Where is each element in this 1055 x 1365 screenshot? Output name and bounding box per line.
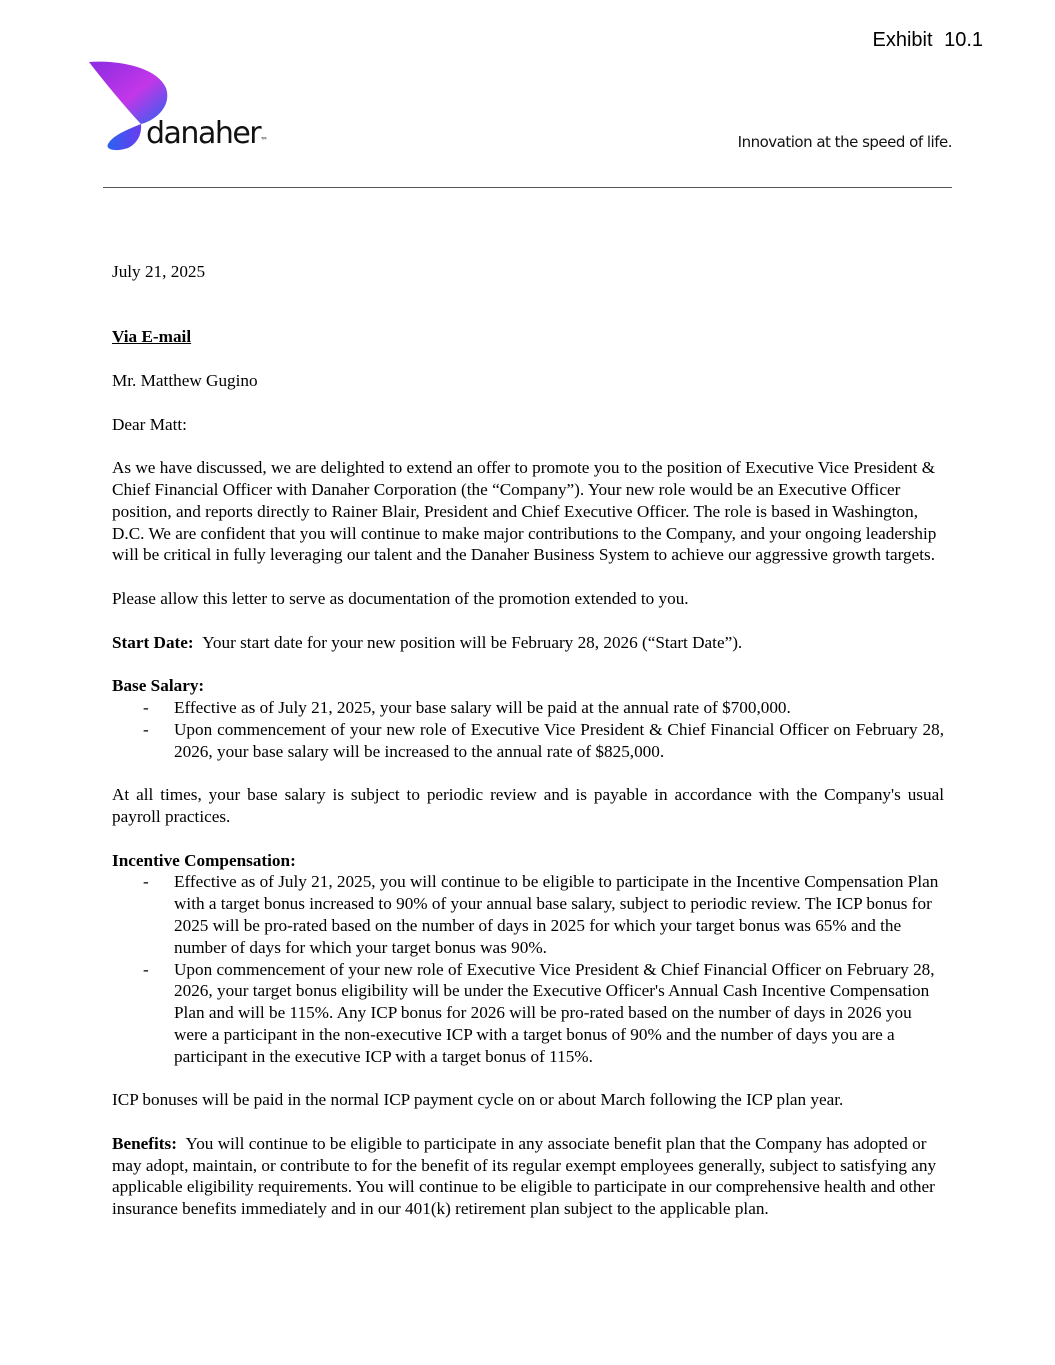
intro-paragraph: As we have discussed, we are delighted to extend an offer to promote you to the position of Executive Vice President & Chief Financial Officer with Danaher Corporation (the “Company”). Your new role would be an Executive Officer position, and reports directly to Rainer Blair, President and Chief Executive Officer. The role is based in Washington, D.C. We are confident that you will continue to make major contributions to the Company, and your ongoing leadership will be critical in fully leveraging our talent and the Danaher Business System to achieve our aggressive growth targets. <box>112 458 937 565</box>
incentive-note: ICP bonuses will be paid in the normal ICP payment cycle on or about March following the ICP plan year. <box>112 1090 844 1110</box>
purpose-paragraph: Please allow this letter to serve as documentation of the promotion extended to you. <box>112 588 689 608</box>
benefits-text: You will continue to be eligible to participate in any associate benefit plan that the Company has adopted or may adopt, maintain, or contribute to for the benefit of its regular exempt employees generally, subject to satisfying any applicable eligibility requirements. You will continue to be eligible to participate in our comprehensive health and other insurance benefits immediately and in our 401(k) retirement plan subject to the applicable plan. <box>112 1133 937 1219</box>
exhibit-label: Exhibit 10.1 <box>872 29 983 51</box>
list-item: - Effective as of July 21, 2025, your base salary will be paid at the annual rate of $700,000. <box>112 697 944 719</box>
start-date-text: Your start date for your new position will be February 28, 2026 (“Start Date”). <box>202 632 743 652</box>
logo-wordmark: danaher™ <box>146 116 269 151</box>
start-date-heading: Start Date: <box>112 632 194 652</box>
incentive-heading: Incentive Compensation: <box>112 850 296 870</box>
list-item: - Upon commencement of your new role of Executive Vice President & Chief Financial Officer on February 28, 2026, your base salary will be increased to the annual rate of $825,000. <box>112 719 944 763</box>
tagline: Innovation at the speed of life. <box>737 133 952 151</box>
letter-body <box>112 261 944 1242</box>
letter-date: July 21, 2025 <box>112 262 206 281</box>
recipient-name: Mr. Matthew Gugino <box>112 370 258 390</box>
benefits-section <box>112 1133 944 1220</box>
company-logo <box>86 58 269 156</box>
list-item: - Upon commencement of your new role of Executive Vice President & Chief Financial Officer on February 28, 2026, your target bonus eligibility will be under the Executive Officer's Annual Cash Incentive Compensation Plan and will be 115%. Any ICP bonus for 2026 will be pro-rated based on the number of days in 2026 you were a participant in the non-executive ICP with a target bonus of 90% and the number of days you are a participant in the executive ICP with a target bonus of 115%. <box>112 959 944 1068</box>
delivery-method: Via E-mail <box>112 327 192 347</box>
base-salary-list <box>112 697 944 762</box>
benefits-heading: Benefits: <box>112 1133 177 1153</box>
list-item: - Effective as of July 21, 2025, you will continue to be eligible to participate in the Incentive Compensation Plan with a target bonus increased to 90% of your annual base salary, subject to periodic review. The ICP bonus for 2025 will be pro-rated based on the number of days in 2025 for which your target bonus was 65% and the number of days for which your target bonus was 90%. <box>112 871 944 958</box>
base-salary-heading: Base Salary: <box>112 676 205 696</box>
header-divider <box>103 187 952 188</box>
salutation: Dear Matt: <box>112 414 187 434</box>
start-date-section <box>112 632 944 654</box>
base-salary-note: At all times, your base salary is subject to periodic review and is payable in accordance with the Company's usual payroll practices. <box>112 785 944 826</box>
incentive-list <box>112 871 944 1067</box>
